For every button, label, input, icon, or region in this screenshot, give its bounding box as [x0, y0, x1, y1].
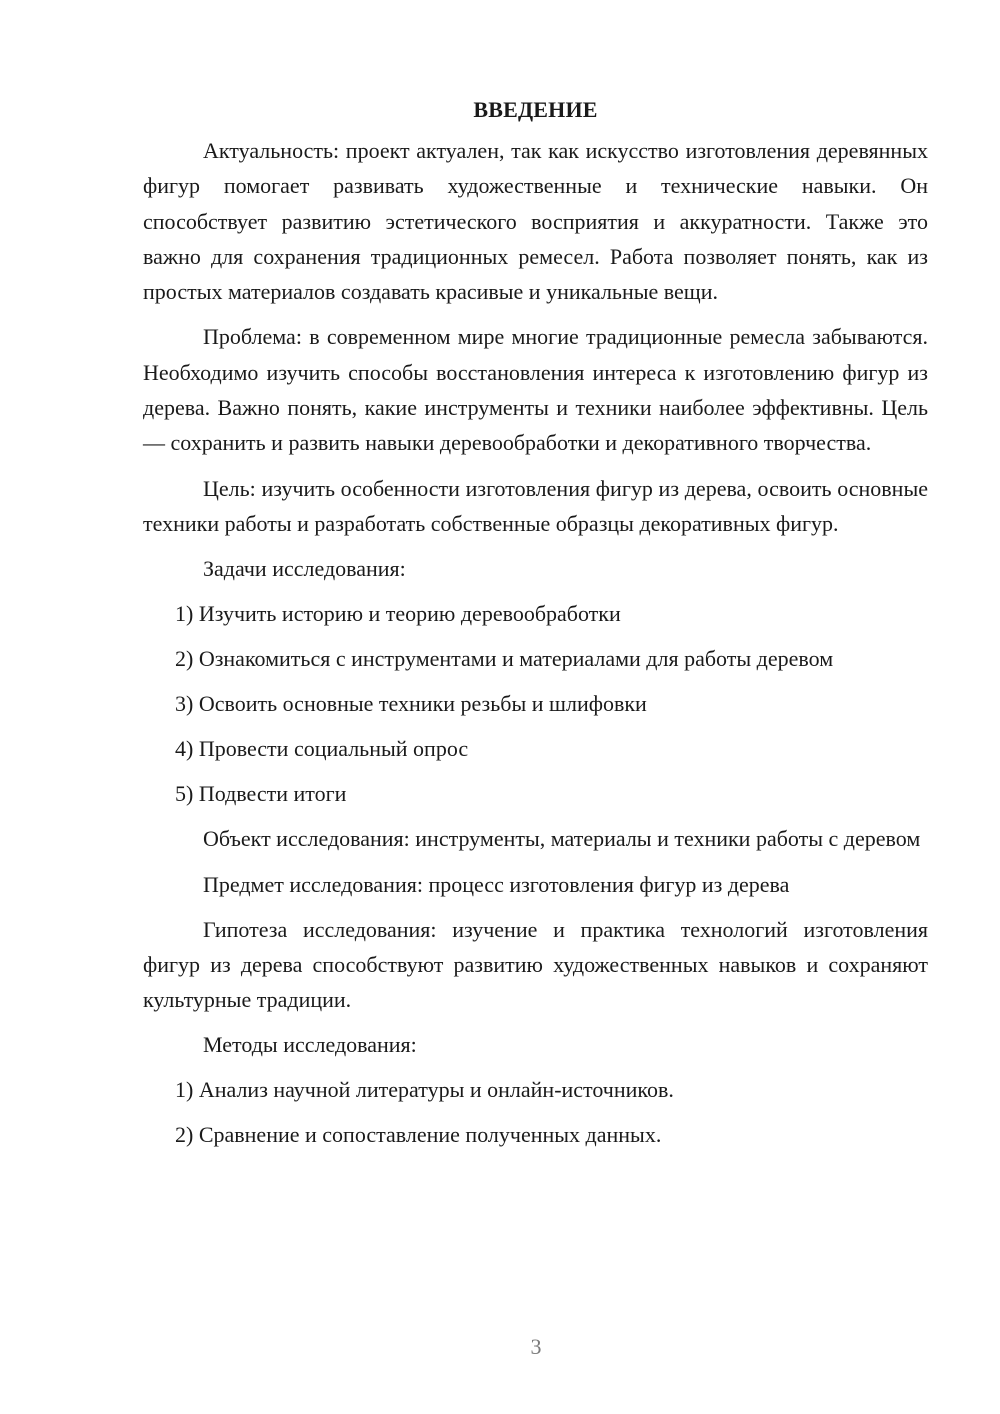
list-item: 2) Ознакомиться с инструментами и материалами для работы деревом	[175, 646, 834, 672]
subject-paragraph: Предмет исследования: процесс изготовления фигур из дерева	[203, 871, 790, 897]
page-number: 3	[530, 1334, 542, 1359]
problem-paragraph: Проблема: в современном мире многие традиционные ремесла забываются. Необходимо изучить способы восстановления интереса к изготовлению фигур из дерева. Важно понять, какие инструменты и техники наиболее эффективны. Цель — сохранить и развить навыки деревообработки и декоративного творчества.	[143, 324, 928, 456]
relevance-paragraph: Актуальность: проект актуален, так как искусство изготовления деревянных фигур помогает развивать художественные и технические навыки. Он способствует развитию эстетического восприятия и аккуратности. Также это важно для сохранения традиционных ремесел. Работа позволяет понять, как из простых материалов создавать красивые и уникальные вещи.	[143, 138, 928, 305]
methods-list	[143, 1072, 928, 1152]
document-page	[143, 92, 928, 1162]
list-item: 1) Изучить историю и теорию деревообработки	[175, 601, 621, 627]
list-item: 3) Освоить основные техники резьбы и шлифовки	[175, 691, 647, 717]
list-item: 2) Сравнение и сопоставление полученных данных.	[175, 1122, 662, 1148]
tasks-list	[143, 596, 928, 811]
list-item: 5) Подвести итоги	[175, 781, 347, 807]
page-title: ВВЕДЕНИЕ	[473, 97, 598, 122]
methods-heading: Методы исследования:	[203, 1032, 417, 1058]
list-item: 4) Провести социальный опрос	[175, 736, 469, 762]
list-item: 1) Анализ научной литературы и онлайн-источников.	[175, 1077, 674, 1103]
goal-paragraph: Цель: изучить особенности изготовления фигур из дерева, освоить основные техники работы и разработать собственные образцы декоративных фигур.	[143, 475, 928, 536]
tasks-heading: Задачи исследования:	[203, 556, 406, 582]
object-paragraph: Объект исследования: инструменты, материалы и техники работы с деревом	[203, 826, 921, 852]
hypothesis-paragraph: Гипотеза исследования: изучение и практика технологий изготовления фигур из дерева способствуют развитию художественных навыков и сохраняют культурные традиции.	[143, 916, 928, 1013]
